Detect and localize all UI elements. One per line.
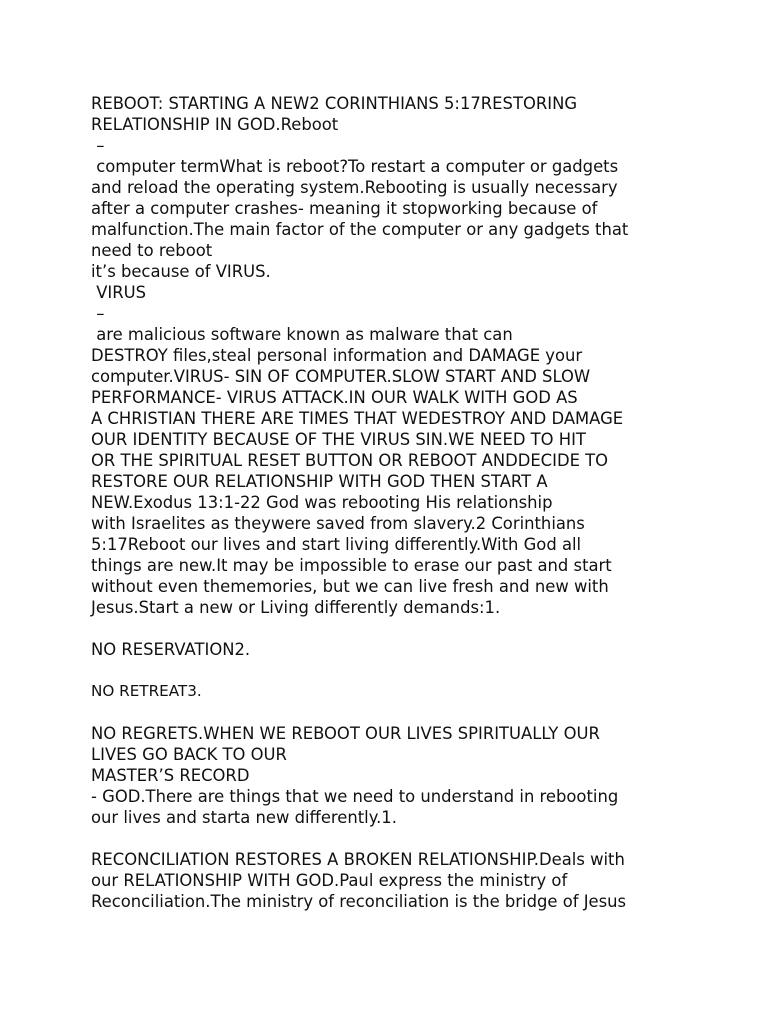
- text-line: and reload the operating system.Rebooting is usually necessary: [91, 178, 618, 197]
- text-line: MASTER’S RECORD: [91, 766, 250, 785]
- text-line: NEW.Exodus 13:1-22 God was rebooting His relationship: [91, 493, 553, 512]
- text-line: computer.VIRUS- SIN OF COMPUTER.SLOW START AND SLOW: [91, 367, 591, 386]
- text-line: –: [91, 136, 105, 155]
- blank-line: [91, 702, 731, 723]
- text-line: LIVES GO BACK TO OUR: [91, 745, 287, 764]
- text-line: - GOD.There are things that we need to understand in rebooting: [91, 787, 619, 806]
- text-line: things are new.It may be impossible to erase our past and start: [91, 556, 612, 575]
- text-line: are malicious software known as malware that can: [91, 325, 513, 344]
- blank-line: [91, 660, 731, 681]
- text-line: DESTROY files,steal personal information and DAMAGE your: [91, 346, 583, 365]
- text-line: REBOOT: STARTING A NEW2 CORINTHIANS 5:17RESTORING: [91, 94, 578, 113]
- text-line: PERFORMANCE- VIRUS ATTACK.IN OUR WALK WITH GOD AS: [91, 388, 578, 407]
- text-line: after a computer crashes- meaning it stopworking because of: [91, 199, 598, 218]
- blank-line: [91, 828, 731, 849]
- text-line: OR THE SPIRITUAL RESET BUTTON OR REBOOT ANDDECIDE TO: [91, 451, 609, 470]
- text-line: Reconciliation.The ministry of reconciliation is the bridge of Jesus: [91, 892, 627, 911]
- document-body: [91, 93, 731, 912]
- text-line: OUR IDENTITY BECAUSE OF THE VIRUS SIN.WE NEED TO HIT: [91, 430, 586, 449]
- text-line: Jesus.Start a new or Living differently demands:1.: [91, 598, 501, 617]
- text-line: –: [91, 304, 105, 323]
- text-line: our lives and starta new differently.1.: [91, 808, 397, 827]
- text-line: malfunction.The main factor of the computer or any gadgets that: [91, 220, 629, 239]
- text-line: 5:17Reboot our lives and start living differently.With God all: [91, 535, 582, 554]
- text-line: NO REGRETS.WHEN WE REBOOT OUR LIVES SPIRITUALLY OUR: [91, 724, 600, 743]
- text-line: NO RETREAT3.: [91, 682, 202, 700]
- text-line: it’s because of VIRUS.: [91, 262, 271, 281]
- text-line: VIRUS: [91, 283, 147, 302]
- text-line: our RELATIONSHIP WITH GOD.Paul express the ministry of: [91, 871, 568, 890]
- text-line: RESTORE OUR RELATIONSHIP WITH GOD THEN START A: [91, 472, 548, 491]
- text-line: with Israelites as theywere saved from slavery.2 Corinthians: [91, 514, 585, 533]
- text-line: RECONCILIATION RESTORES A BROKEN RELATIONSHIP.Deals with: [91, 850, 625, 869]
- text-line: NO RESERVATION2.: [91, 640, 251, 659]
- text-line: need to reboot: [91, 241, 213, 260]
- text-line: computer termWhat is reboot?To restart a computer or gadgets: [91, 157, 619, 176]
- text-line: RELATIONSHIP IN GOD.Reboot: [91, 115, 339, 134]
- blank-line: [91, 618, 731, 639]
- text-line: without even thememories, but we can live fresh and new with: [91, 577, 609, 596]
- text-line: A CHRISTIAN THERE ARE TIMES THAT WEDESTROY AND DAMAGE: [91, 409, 624, 428]
